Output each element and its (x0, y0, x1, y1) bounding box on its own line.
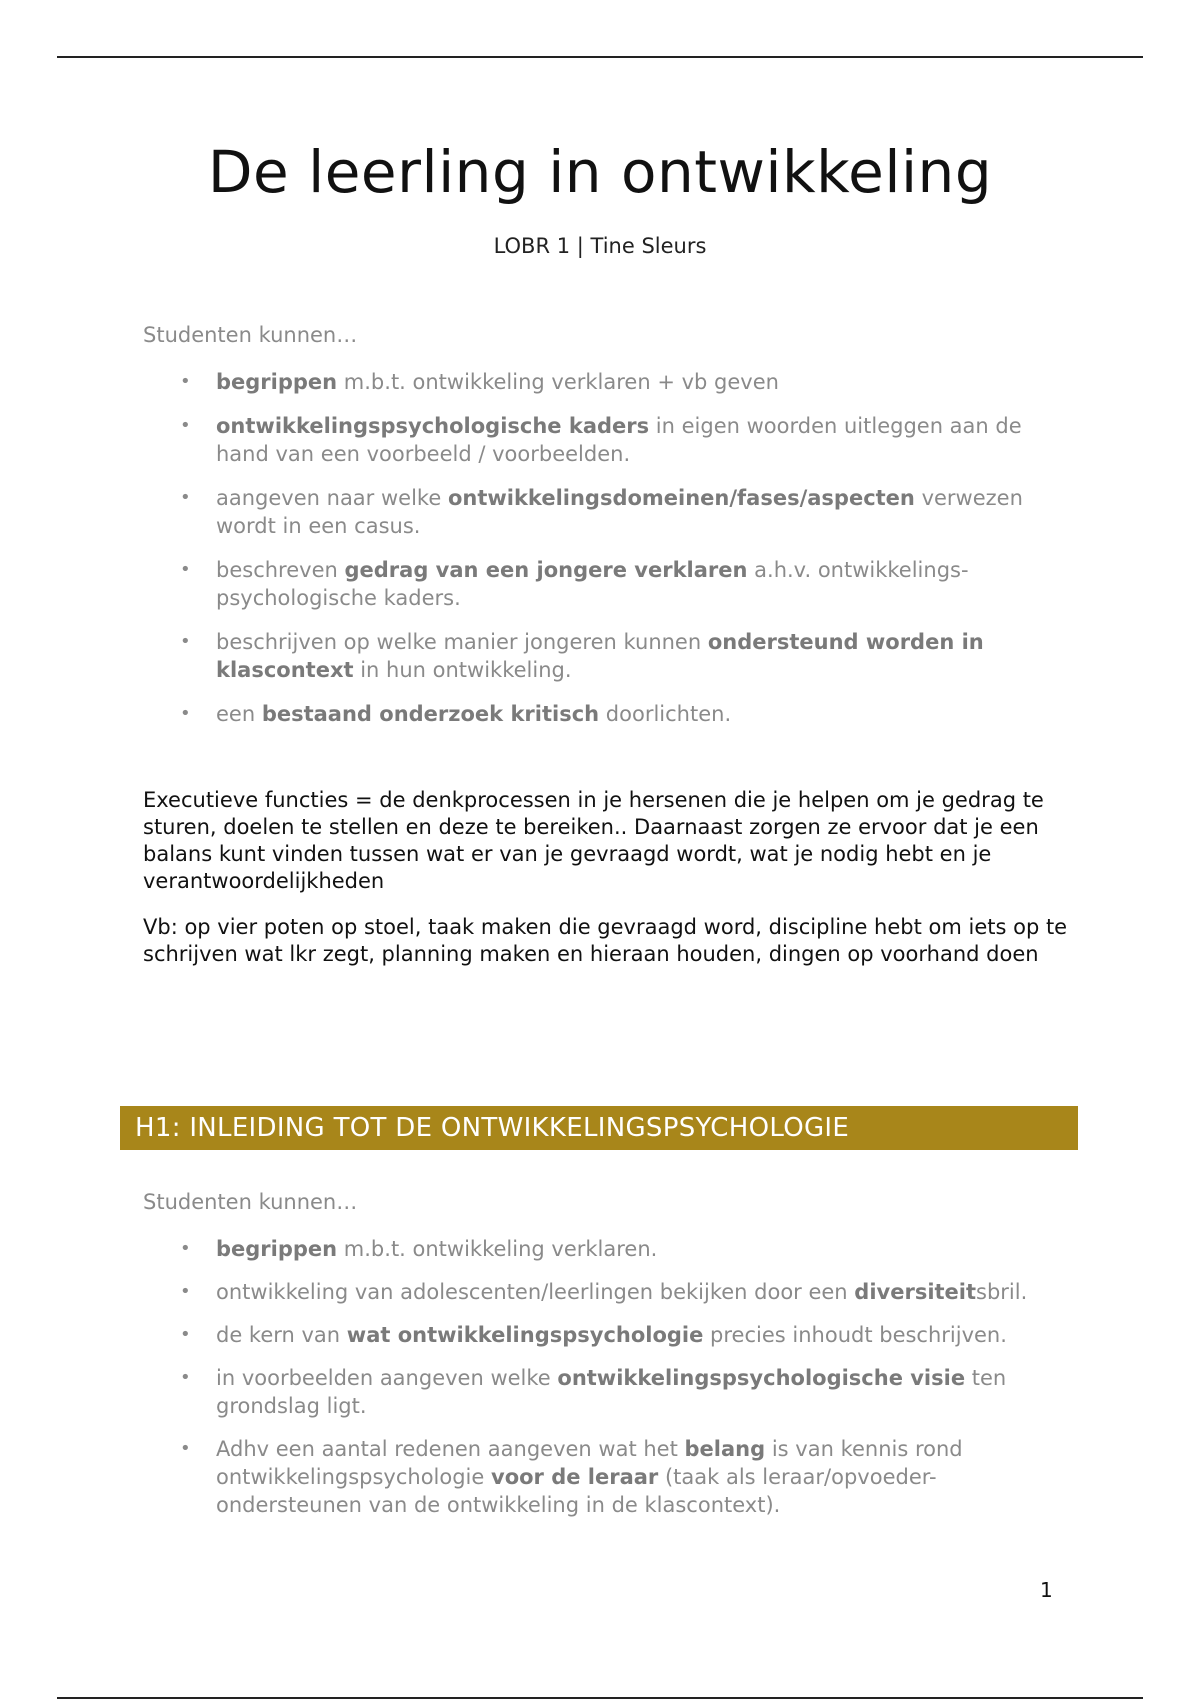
objective-item (170, 556, 1070, 612)
objective-keyword: ontwikkelingspsychologische kaders (216, 414, 650, 438)
objective-keyword: ondersteund worden in klascontext (216, 630, 984, 682)
objective-text: sbril. (976, 1280, 1028, 1304)
chapter-heading: H1: INLEIDING TOT DE ONTWIKKELINGSPSYCHOLOGIE (120, 1106, 1078, 1150)
objective-keyword: diversiteit (854, 1280, 977, 1304)
executive-definition: Executieve functies = de denkprocessen in je hersenen die je helpen om je gedrag te sturen, doelen te stellen en deze te bereiken.. Daarnaast zorgen ze ervoor dat je een balans kunt vinden tussen wat er van je gevraagd wordt, wat je nodig hebt en je verantwoordelijkheden (143, 788, 1044, 893)
page-subtitle: LOBR 1 | Tine Sleurs (493, 234, 707, 258)
objective-keyword: ontwikkelingsdomeinen/fases/aspecten (447, 486, 915, 510)
chapter-lead: Studenten kunnen… (143, 1190, 358, 1214)
page-number: 1 (1040, 1578, 1053, 1602)
objective-keyword: begrippen (216, 370, 338, 394)
objective-text: aangeven naar welke (216, 486, 448, 510)
intro-lead: Studenten kunnen… (143, 323, 358, 347)
objective-item (170, 1235, 1070, 1263)
objective-keyword: bestaand onderzoek kritisch (261, 702, 600, 726)
objective-item (170, 700, 1070, 728)
objective-text: in eigen woorden uitleggen aan de hand van een voorbeeld / voorbeelden. (216, 414, 1022, 466)
objective-item (170, 484, 1070, 540)
executive-example: Vb: op vier poten op stoel, taak maken die gevraagd word, discipline hebt om iets op te schrijven wat lkr zegt, planning maken en hieraan houden, dingen op voorhand doen (143, 915, 1068, 966)
intro-objectives-list (170, 368, 1070, 744)
objective-text: in voorbeelden aangeven welke (216, 1366, 558, 1390)
objective-text: m.b.t. ontwikkeling verklaren + vb geven (337, 370, 779, 394)
objective-text: is van kennis rond ontwikkelingspsychologie (216, 1437, 963, 1489)
objective-keyword: belang (684, 1437, 766, 1461)
objective-text: doorlichten. (599, 702, 732, 726)
objective-text: verwezen wordt in een casus. (216, 486, 1023, 538)
objective-text: de kern van (216, 1323, 347, 1347)
objective-item (170, 412, 1070, 468)
objective-text: m.b.t. ontwikkeling verklaren. (337, 1237, 658, 1261)
objective-item (170, 628, 1070, 684)
objective-text: beschreven (216, 558, 345, 582)
objective-keyword: voor de leraar (491, 1465, 659, 1489)
objective-text: ontwikkeling van adolescenten/leerlingen bekijken door een (216, 1280, 855, 1304)
objective-text: een (216, 702, 262, 726)
objective-text: in hun ontwikkeling. (353, 658, 572, 682)
objective-item (170, 1364, 1070, 1420)
bottom-rule (57, 1697, 1143, 1699)
objective-text: (taak als leraar/opvoeder-ondersteunen van de ontwikkeling in de klascontext). (216, 1465, 937, 1517)
objective-item (170, 1435, 1070, 1519)
objective-item (170, 1321, 1070, 1349)
objective-text: a.h.v. ontwikkelings-psychologische kaders. (216, 558, 969, 610)
objective-keyword: ontwikkelingspsychologische visie (557, 1366, 966, 1390)
objective-text: Adhv een aantal redenen aangeven wat het (216, 1437, 685, 1461)
objective-item (170, 368, 1070, 396)
objective-keyword: begrippen (216, 1237, 338, 1261)
objective-item (170, 1278, 1070, 1306)
chapter-objectives-list (170, 1235, 1070, 1534)
top-rule (57, 56, 1143, 58)
objective-keyword: wat ontwikkelingspsychologie (346, 1323, 704, 1347)
page-title: De leerling in ontwikkeling (207, 138, 993, 206)
objective-text: beschrijven op welke manier jongeren kunnen (216, 630, 708, 654)
objective-text: precies inhoudt beschrijven. (703, 1323, 1007, 1347)
objective-text: ten grondslag ligt. (216, 1366, 1007, 1418)
objective-keyword: gedrag van een jongere verklaren (344, 558, 748, 582)
